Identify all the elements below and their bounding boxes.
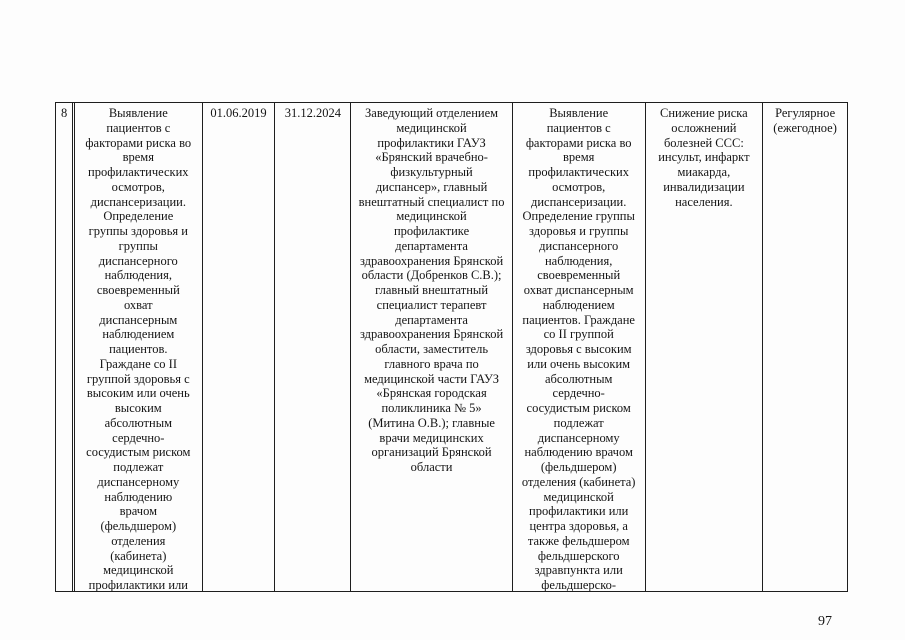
end-date-cell: 31.12.2024 <box>274 103 350 591</box>
page-number: 97 <box>818 614 832 629</box>
start-date-cell: 01.06.2019 <box>202 103 275 591</box>
measures-table <box>55 102 848 592</box>
row-number-cell: 8 <box>61 106 68 120</box>
responsible-cell: Заведующий отделением медицинской профилактики ГАУЗ «Брянский врачебно- физкультурный диспансер», главный внештатный специалист по медицинской профилактике департамента здравоохранения Брянской области (Добренков С.В.); главный внештатный специалист терапевт департамента здравоохранения Брянской области, заместитель главного врача по медицинской части ГАУЗ «Брянская городская поликлиника № 5» (Митина О.В.); главные врачи медицинских организаций Брянской области <box>350 103 512 591</box>
frequency-cell: Регулярное (ежегодное) <box>762 103 847 591</box>
expected-result-cell: Выявление пациентов с факторами риска во время профилактических осмотров, диспансеризации. Определение группы здоровья и группы диспансерного наблюдения, своевременный охват диспансерным наблюдением пациентов. Граждане со II группой здоровья с высоким или очень высоким абсолютным сердечно- сосудистым риском подлежат диспансерному наблюдению врачом (фельдшером) отделения (кабинета) медицинской профилактики или центра здоровья, а также фельдшером фельдшерского здравпункта или фельдшерско- <box>512 103 645 591</box>
measure-description-cell: Выявление пациентов с факторами риска во время профилактических осмотров, диспансеризации. Определение группы здоровья и группы диспансерного наблюдения, своевременный охват диспансерным наблюдением пациентов. Граждане со II группой здоровья с высоким или очень высоким абсолютным сердечно- сосудистым риском подлежат диспансерному наблюдению врачом (фельдшером) отделения (кабинета) медицинской профилактики или <box>72 103 202 591</box>
effect-cell: Снижение риска осложнений болезней ССС: инсульт, инфаркт миакарда, инвалидизации населения. <box>645 103 763 591</box>
